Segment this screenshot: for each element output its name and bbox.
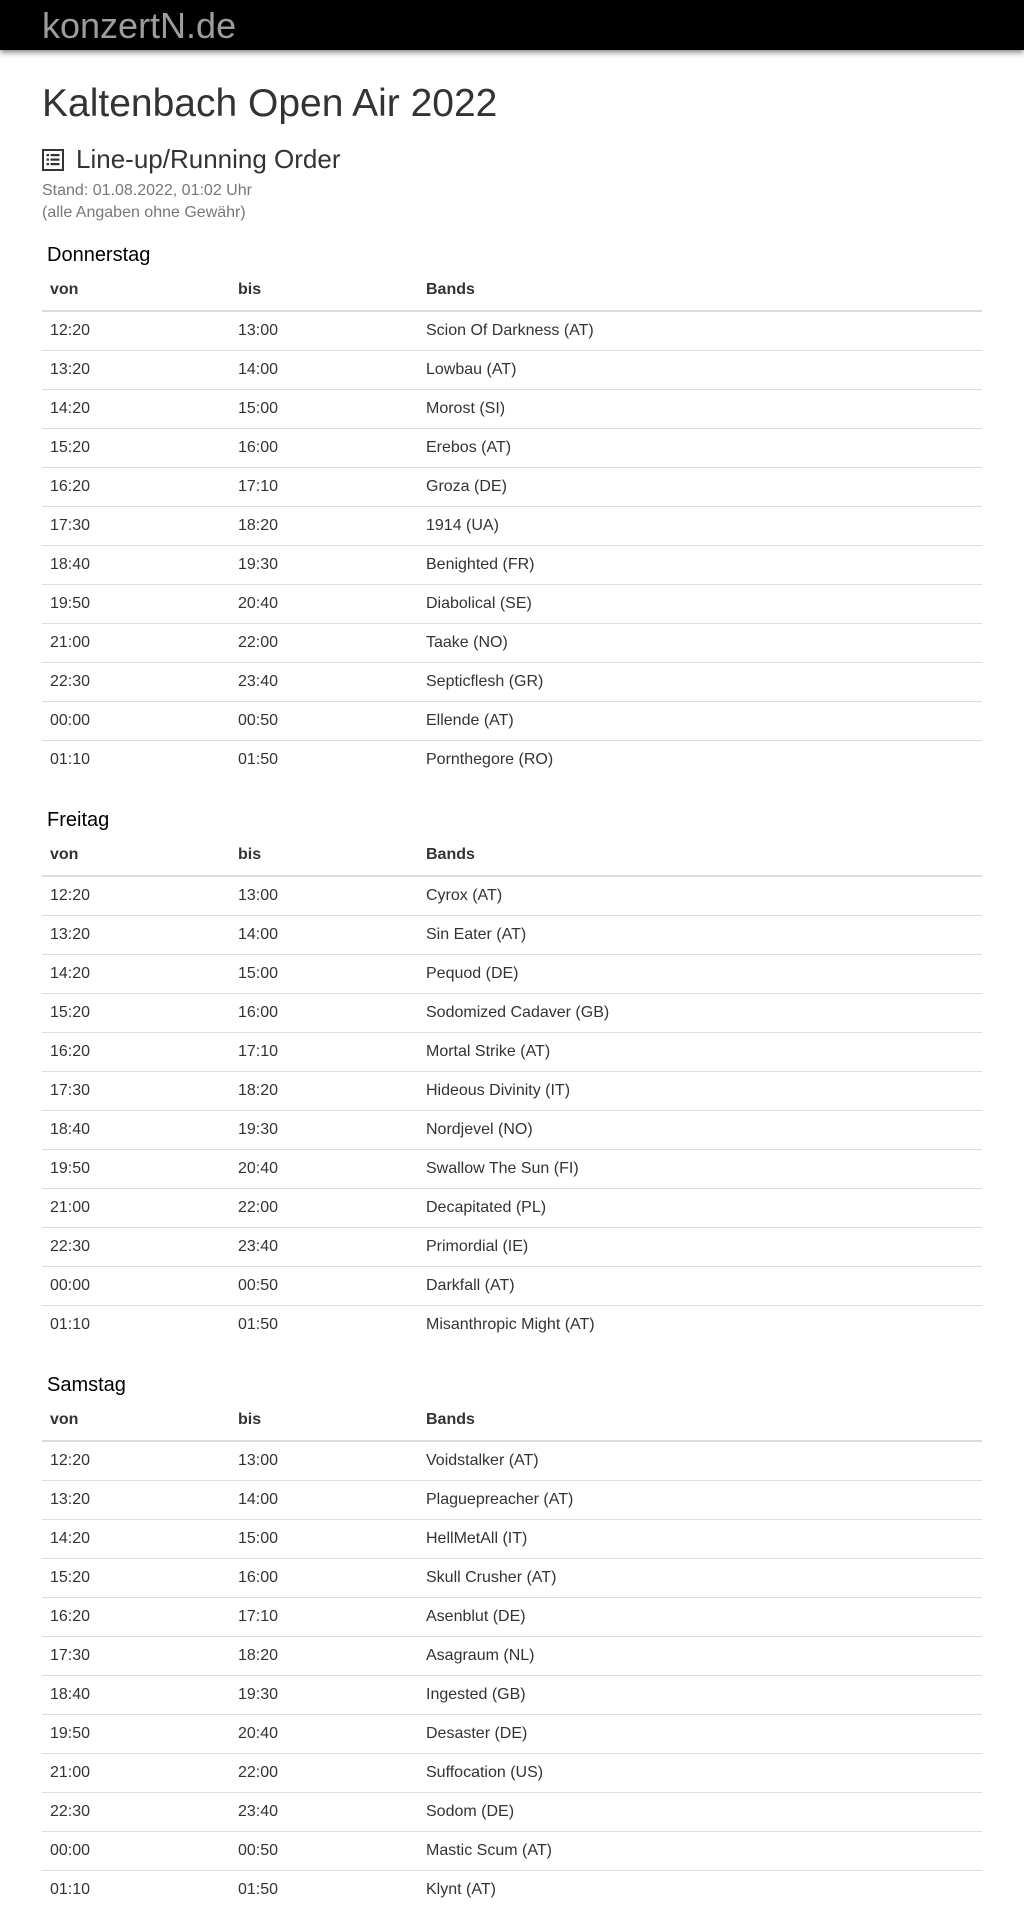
cell-von: 12:20 [42,876,230,916]
column-header-bis: bis [230,270,418,311]
cell-von: 17:30 [42,507,230,546]
cell-band: 1914 (UA) [418,507,982,546]
cell-bis: 18:20 [230,1637,418,1676]
cell-band: Ellende (AT) [418,702,982,741]
cell-von: 19:50 [42,1150,230,1189]
cell-von: 22:30 [42,1793,230,1832]
cell-von: 19:50 [42,585,230,624]
cell-von: 21:00 [42,1754,230,1793]
cell-band: Darkfall (AT) [418,1267,982,1306]
cell-von: 18:40 [42,1676,230,1715]
cell-von: 01:10 [50,1881,91,1898]
table-row [42,955,982,994]
day-title: Samstag [47,1374,126,1396]
day-section-donnerstag [42,240,982,779]
day-section-samstag [42,1370,982,1909]
table-row [42,1793,982,1832]
table-row [42,546,982,585]
cell-band: Asenblut (DE) [418,1598,982,1637]
table-row [42,1189,982,1228]
table-row [42,624,982,663]
cell-band: Lowbau (AT) [418,351,982,390]
table-row [42,1715,982,1754]
cell-von: 21:00 [42,624,230,663]
cell-bis: 00:50 [230,1832,418,1871]
cell-band: Plaguepreacher (AT) [418,1481,982,1520]
cell-band: Pequod (DE) [418,955,982,994]
cell-von: 14:20 [42,955,230,994]
section-heading [42,144,341,175]
brand-link[interactable]: konzertN.de [42,5,237,46]
cell-von: 13:20 [42,1481,230,1520]
cell-bis: 16:00 [230,429,418,468]
table-row [42,429,982,468]
cell-von: 15:20 [42,1559,230,1598]
running-order-table [42,270,982,779]
cell-bis: 15:00 [230,390,418,429]
cell-band: Taake (NO) [418,624,982,663]
cell-von: 19:50 [42,1715,230,1754]
table-row [42,1754,982,1793]
cell-bis: 20:40 [230,1150,418,1189]
table-row [42,468,982,507]
list-alt-icon [42,149,64,171]
day-title: Donnerstag [47,244,151,266]
table-row [42,351,982,390]
table-row [42,1832,982,1871]
column-header-bands: Bands [418,270,982,311]
cell-bis: 23:40 [230,1793,418,1832]
cell-band: Benighted (FR) [418,546,982,585]
cell-bis: 17:10 [230,1598,418,1637]
table-row [42,1520,982,1559]
cell-von: 15:20 [42,429,230,468]
cell-band: Primordial (IE) [418,1228,982,1267]
day-title: Freitag [47,809,110,831]
cell-band: Ingested (GB) [418,1676,982,1715]
cell-bis: 19:30 [230,1111,418,1150]
cell-bis: 16:00 [230,1559,418,1598]
cell-band: Desaster (DE) [418,1715,982,1754]
column-header-bis: bis [230,835,418,876]
cell-bis: 13:00 [230,311,418,351]
cell-band: Decapitated (PL) [418,1189,982,1228]
table-row [42,663,982,702]
cell-von: 00:00 [42,702,230,741]
cell-von: 12:20 [42,311,230,351]
running-order-table [42,835,982,1344]
cell-band: Suffocation (US) [418,1754,982,1793]
table-row [42,1676,982,1715]
cell-bis: 22:00 [230,624,418,663]
table-row [42,1111,982,1150]
cell-von: 00:00 [42,1832,230,1871]
cell-bis: 13:00 [230,876,418,916]
navbar [0,0,1024,50]
cell-bis: 01:50 [238,751,279,768]
cell-bis: 22:00 [230,1189,418,1228]
cell-band: Asagraum (NL) [418,1637,982,1676]
cell-band: Scion Of Darkness (AT) [418,311,982,351]
cell-von: 18:40 [42,1111,230,1150]
cell-bis: 01:50 [238,1881,279,1898]
cell-bis: 14:00 [230,351,418,390]
cell-von: 13:20 [42,351,230,390]
cell-bis: 18:20 [230,1072,418,1111]
cell-von: 17:30 [42,1072,230,1111]
cell-bis: 13:00 [230,1441,418,1481]
section-title: Line-up/Running Order [76,144,341,174]
cell-bis: 15:00 [230,1520,418,1559]
day-section-freitag [42,805,982,1344]
cell-bis: 23:40 [230,1228,418,1267]
table-row [42,1441,982,1481]
column-header-von: von [42,1400,230,1441]
cell-von: 17:30 [42,1637,230,1676]
cell-bis: 15:00 [230,955,418,994]
column-header-von: von [42,835,230,876]
cell-von: 15:20 [42,994,230,1033]
disclaimer-text: (alle Angaben ohne Gewähr) [42,204,246,221]
cell-band: Sin Eater (AT) [418,916,982,955]
cell-band: Misanthropic Might (AT) [426,1316,595,1333]
table-row [42,1306,982,1345]
table-row [42,916,982,955]
column-header-bands: Bands [418,1400,982,1441]
cell-von: 14:20 [42,390,230,429]
cell-von: 16:20 [42,468,230,507]
cell-bis: 14:00 [230,1481,418,1520]
cell-von: 00:00 [42,1267,230,1306]
cell-von: 01:10 [50,751,91,768]
cell-bis: 19:30 [230,546,418,585]
cell-von: 18:40 [42,546,230,585]
cell-band: Hideous Divinity (IT) [418,1072,982,1111]
cell-band: Nordjevel (NO) [418,1111,982,1150]
cell-band: Mortal Strike (AT) [418,1033,982,1072]
cell-von: 22:30 [42,1228,230,1267]
cell-bis: 23:40 [230,663,418,702]
table-row [42,390,982,429]
cell-von: 14:20 [42,1520,230,1559]
cell-band: Erebos (AT) [418,429,982,468]
cell-band: Skull Crusher (AT) [418,1559,982,1598]
cell-band: Mastic Scum (AT) [418,1832,982,1871]
cell-band: Sodom (DE) [418,1793,982,1832]
cell-band: Groza (DE) [418,468,982,507]
table-row [42,1481,982,1520]
cell-band: Diabolical (SE) [418,585,982,624]
table-row [42,1228,982,1267]
column-header-bis: bis [230,1400,418,1441]
cell-von: 13:20 [42,916,230,955]
table-row [42,1267,982,1306]
table-row [42,994,982,1033]
cell-bis: 17:10 [230,468,418,507]
table-row [42,1072,982,1111]
cell-band: Morost (SI) [418,390,982,429]
running-order-table [42,1400,982,1909]
table-header-row [42,270,982,311]
cell-von: 22:30 [42,663,230,702]
cell-von: 16:20 [42,1033,230,1072]
cell-bis: 01:50 [238,1316,279,1333]
table-row [42,507,982,546]
table-row [42,311,982,351]
cell-von: 21:00 [42,1189,230,1228]
cell-bis: 18:20 [230,507,418,546]
cell-bis: 00:50 [230,702,418,741]
cell-von: 01:10 [50,1316,91,1333]
cell-von: 16:20 [42,1598,230,1637]
cell-band: Swallow The Sun (FI) [418,1150,982,1189]
cell-bis: 14:00 [230,916,418,955]
column-header-bands: Bands [418,835,982,876]
cell-von: 12:20 [42,1441,230,1481]
table-header-row [42,1400,982,1441]
cell-bis: 20:40 [230,585,418,624]
cell-band: HellMetAll (IT) [418,1520,982,1559]
table-row [42,1637,982,1676]
table-row [42,1598,982,1637]
cell-bis: 16:00 [230,994,418,1033]
table-row [42,1559,982,1598]
page-title: Kaltenbach Open Air 2022 [42,82,498,125]
table-row [42,741,982,780]
table-row [42,1033,982,1072]
cell-bis: 20:40 [230,1715,418,1754]
column-header-von: von [42,270,230,311]
table-row [42,876,982,916]
cell-band: Septicflesh (GR) [418,663,982,702]
cell-band: Pornthegore (RO) [426,751,554,768]
cell-band: Voidstalker (AT) [418,1441,982,1481]
cell-band: Cyrox (AT) [418,876,982,916]
cell-band: Sodomized Cadaver (GB) [418,994,982,1033]
stand-timestamp: Stand: 01.08.2022, 01:02 Uhr [42,182,252,199]
table-header-row [42,835,982,876]
cell-bis: 22:00 [230,1754,418,1793]
cell-band: Klynt (AT) [426,1881,496,1898]
table-row [42,1871,982,1910]
cell-bis: 19:30 [230,1676,418,1715]
table-row [42,1150,982,1189]
table-row [42,702,982,741]
cell-bis: 00:50 [230,1267,418,1306]
cell-bis: 17:10 [230,1033,418,1072]
table-row [42,585,982,624]
